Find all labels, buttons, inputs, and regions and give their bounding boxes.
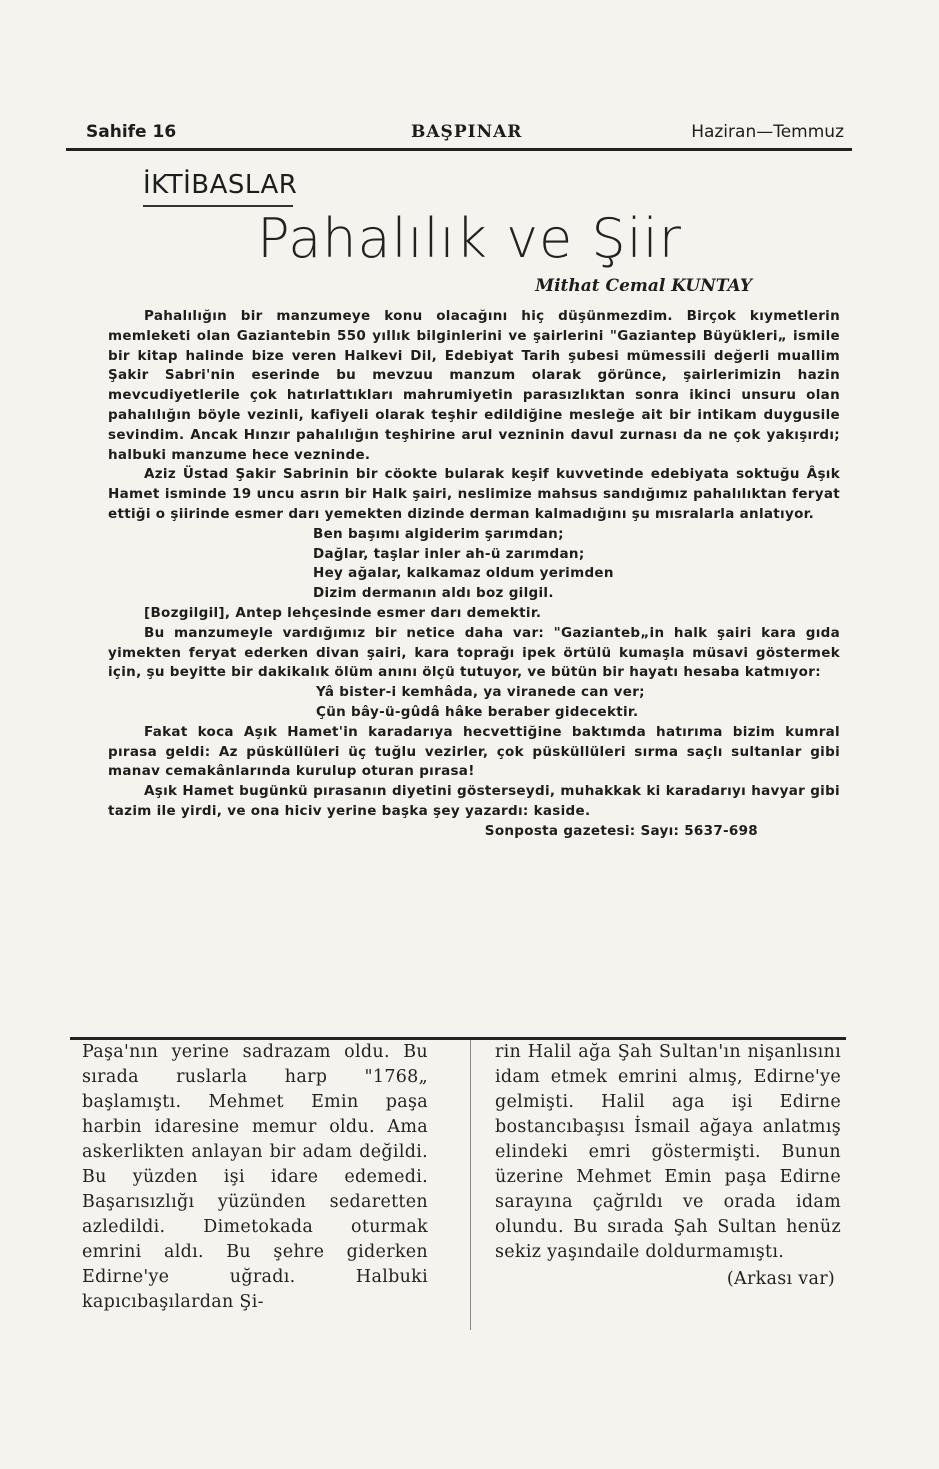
article-author: Mithat Cemal KUNTAY (535, 276, 752, 296)
poem-line: Hey ağalar, kalkamaz oldum yerimden (313, 565, 614, 582)
poem-line: Ben başımı algiderim şarımdan; (313, 525, 564, 542)
paragraph: Aziz Üstad Şakir Sabrinin bir cöokte bularak keşif kuvvetinde edebiyata soktuğu Âşık Hamet isminde 19 uncu asrın bir Halk şairi, neslimize mahsus sandığımız pahalılıktan feryat ettiği o şiirinde esmer darı yemekten dizinde derman kalmadığını şu mısralarla anlatıyor. (108, 466, 840, 522)
column-left (82, 1040, 428, 1315)
column-text: rin Halil ağa Şah Sultan'ın nişanlısını idam etmek emrini almış, Edirne'ye gelmişti. Halil aga işi Edirne bostancıbaşısı İsmail ağaya anlatmış elindeki emri göstermişti. Bunun üzerine Mehmet Emin paşa Edirne sarayına çağrıldı ve orada idam olundu. Bu sırada Şah Sultan henüz sekiz yaşındaile doldurmamıştı. (495, 1042, 841, 1262)
paragraph: [Bozgilgil], Antep lehçesinde esmer darı demektir. (144, 604, 542, 621)
poem-stanza (108, 525, 840, 604)
publication-name: BAŞPINAR (411, 122, 523, 142)
poem-line: Dizim dermanın aldı boz gilgil. (313, 585, 554, 602)
header-rule (66, 148, 852, 151)
poem-line: Dağlar, taşlar inler ah-ü zarımdan; (313, 545, 585, 562)
column-divider (470, 1040, 471, 1330)
paragraph: Pahalılığın bir manzumeye konu olacağını hiç düşünmezdim. Birçok kıymetlerin memleketi olan Gaziantebin 550 yıllık bilginlerini ve şairlerini "Gaziantep Büyükleri„ ismile bir kitap halinde bize veren Halkevi Dil, Edebiyat Tarih şubesi mümessili değerli muallim Şakir Sabri'nin eserinde bu mevzuu manzum olarak görünce, şairlerimizin hazin mevcudiyetlerile çok hatırlattıkları mahrumiyetin parasızlıktan sonra ikinci unsuru olan pahalılığın böyle vezinli, kafiyeli olarak teşhir edildiğine mesleğe ait bir intikam duygusile sevindim. Ancak Hınzır pahalılığın teşhirine arul vezninin davul zurnası da ne çok yakışırdı; halbuki manzume hece vezninde. (108, 308, 840, 463)
source-line (108, 822, 840, 842)
couplet (108, 683, 840, 723)
article-body (108, 307, 840, 842)
column-right (495, 1040, 841, 1292)
paragraph: Aşık Hamet bugünkü pırasanın diyetini gösterseydi, muhakkak ki karadarıyı havyar gibi tazim ile yirdi, ve ona hiciv yerine başka şey yazardı: kaside. (108, 783, 840, 819)
page-header (66, 118, 852, 148)
paragraph: Bu manzumeyle vardığımız bir netice daha var: "Gazianteb„in halk şairi kara gıda yimekten feryat ederken divan şairi, kara toprağı ipek örtülü kumaşla müsavi göstermek için, şu beyitte bir dakikalık ölüm anını ölçü tutuyor, ve bütün bir hayatı hesaba katmıyor: (108, 624, 840, 681)
page-number: Sahife 16 (86, 122, 177, 142)
source-citation: Sonposta gazetesi: Sayı: 5637-698 (484, 822, 758, 839)
issue-date: Haziran—Temmuz (691, 122, 844, 142)
column-text: Paşa'nın yerine sadrazam oldu. Bu sırada ruslarla harp "1768„ başlamıştı. Mehmet Emin paşa harbin idaresine memur oldu. Ama askerlikten anlayan bir adam değildi. Bu yüzden işi idare edemedi. Başarısızlığı yüzünden sedaretten azledildi. Dimetokada oturmak emrini aldı. Bu şehre giderken Edirne'ye uğradı. Halbuki kapıcıbaşılardan Şi- (82, 1042, 428, 1312)
section-label: İKTİBASLAR (143, 170, 298, 200)
poem-line: Yâ bister-i kemhâda, ya viranede can ver; (316, 684, 645, 701)
article-title: Pahalılık ve Şiir (257, 207, 682, 270)
paragraph: Fakat koca Aşık Hamet'in karadarıya hecvettiğine baktımda hatırıma bizim kumral pırasa geldi: Az püsküllüleri üç tuğlu vezirler, çok püsküllüleri sırma saçlı sultanlar gibi manav cemakânlarında kurulup oturan pırasa! (108, 723, 840, 780)
poem-line: Çün bây-ü-gûdâ hâke beraber gidecektir. (316, 703, 639, 720)
continued-note: (Arkası var) (726, 1269, 835, 1289)
